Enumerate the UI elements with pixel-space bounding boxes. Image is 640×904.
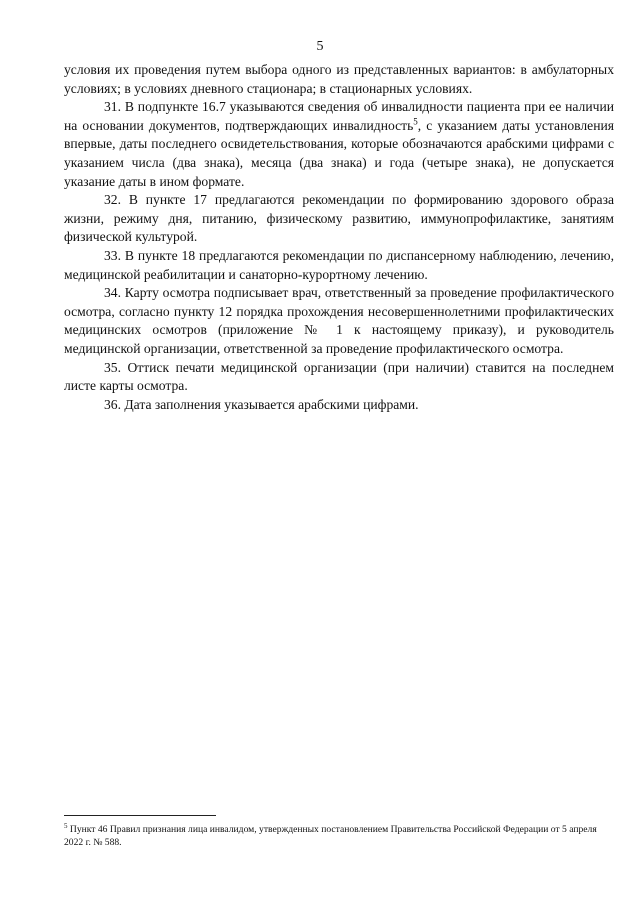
paragraph-32: 32. В пункте 17 предлагаются рекомендации по формированию здорового образа жизни, режиму дня, питанию, физическому развитию, иммунопрофилактике, занятиям физической культурой. — [64, 192, 614, 245]
paragraph-31-text-end: , с указанием даты установления впервые, даты последнего освидетельствования, которые обозначаются арабскими цифрами с указанием числа (два знака), месяца (два знака) и года (четыре знака), не допускается указание даты в ином формате. — [64, 117, 614, 189]
paragraph-35: 35. Оттиск печати медицинской организации (при наличии) ставится на последнем листе карты осмотра. — [64, 359, 614, 394]
footnote-marker: 5 — [64, 821, 68, 830]
page-number: 5 — [316, 39, 324, 54]
paragraph-continuation: условия их проведения путем выбора одного из представленных вариантов: в амбулаторных условиях; в условиях дневного стационара; в стационарных условиях. — [64, 62, 614, 96]
footnote — [64, 823, 614, 849]
footnote-text: Пункт 46 Правил признания лица инвалидом, утвержденных постановлением Правительства Российской Федерации от 5 апреля 2022 г. № 588. — [64, 824, 597, 848]
paragraph-31 — [64, 98, 614, 191]
paragraph-31-text-start: 31. В подпункте 16.7 указываются сведения об инвалидности пациента при ее наличии на основании документов, подтверждающих инвалидность — [64, 99, 614, 133]
paragraph-36: 36. Дата заполнения указывается арабскими цифрами. — [104, 396, 419, 412]
paragraph-34: 34. Карту осмотра подписывает врач, ответственный за проведение профилактического осмотра, согласно пункту 12 порядка прохождения несовершеннолетними профилактических медицинских осмотров (приложение № 1 к настоящему приказу), и руководитель медицинской организации, ответственной за проведение профилактического осмотра. — [64, 285, 614, 356]
body-text — [64, 61, 614, 414]
footnote-reference: 5 — [413, 116, 418, 127]
footnote-divider — [64, 815, 216, 816]
paragraph-33: 33. В пункте 18 предлагаются рекомендации по диспансерному наблюдению, лечению, медицинской реабилитации и санаторно-курортному лечению. — [64, 247, 614, 282]
